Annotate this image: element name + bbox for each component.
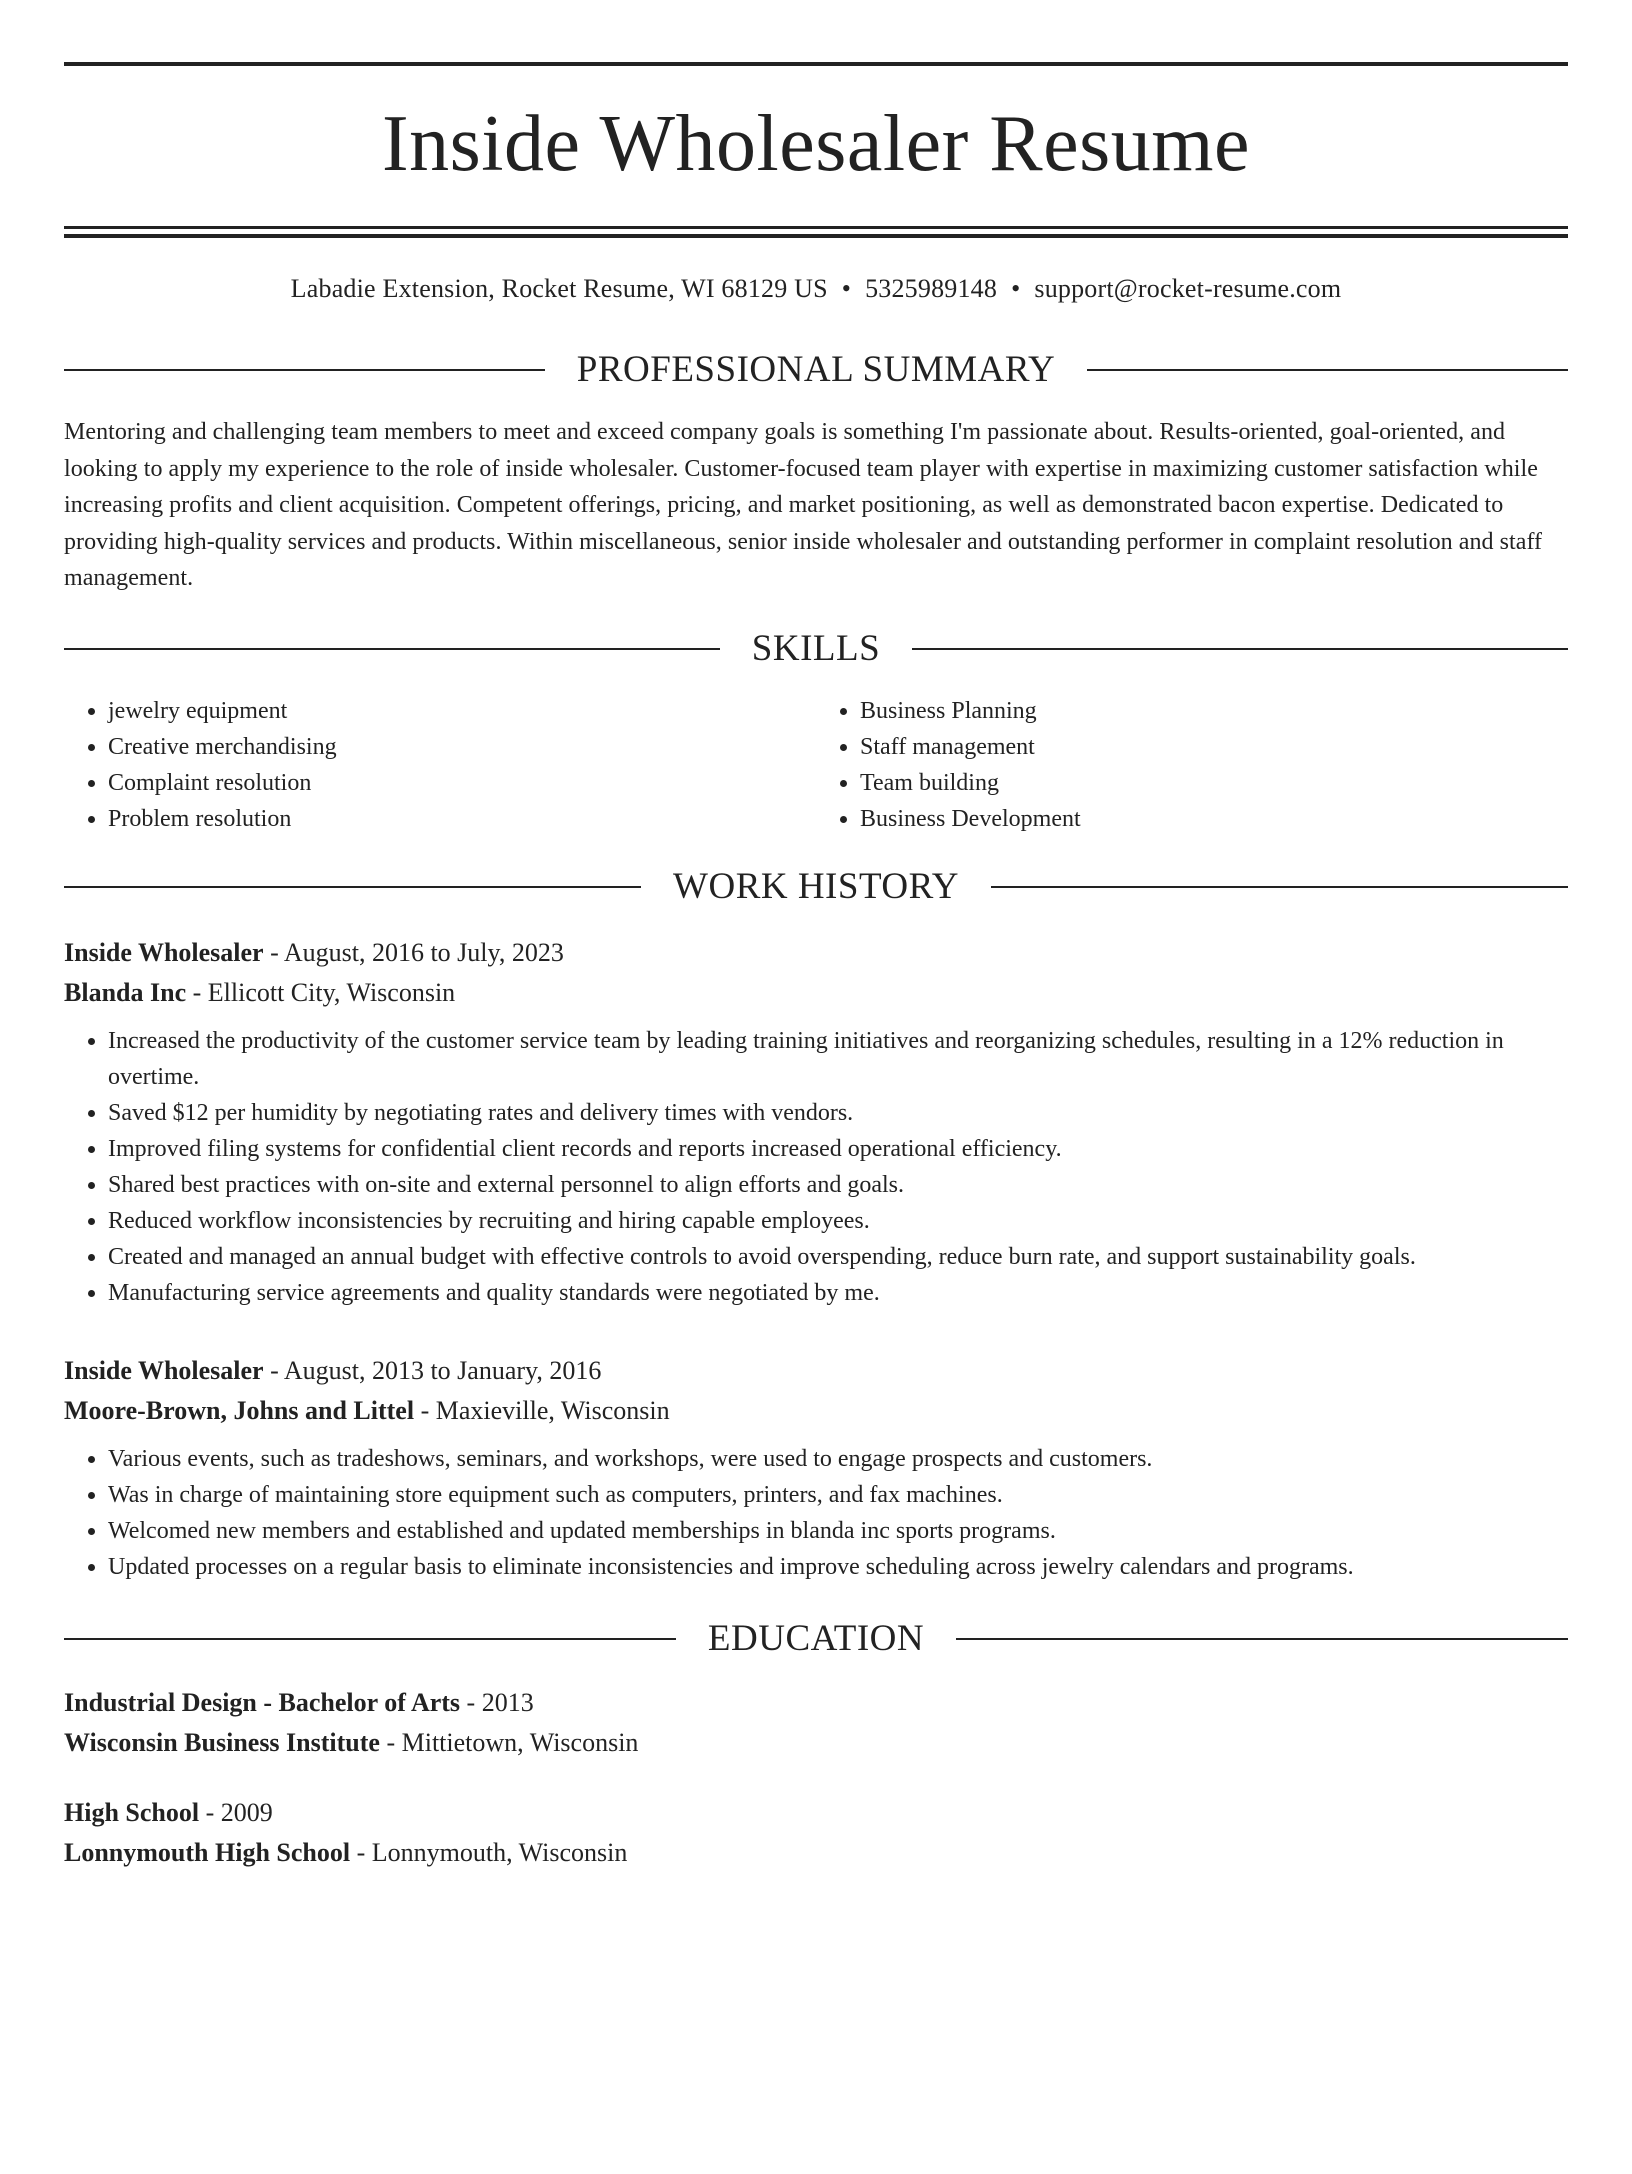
job-bullet: • Was in charge of maintaining store equipment such as computers, printers, and fax machines.: [108, 1477, 1568, 1513]
job-company-line: [64, 973, 1568, 1013]
education-year: - 2009: [199, 1797, 273, 1827]
job-bullet: • Reduced workflow inconsistencies by recruiting and hiring capable employees.: [108, 1203, 1568, 1239]
title-double-rule: [64, 226, 1568, 238]
heading-rule-left: [64, 369, 545, 371]
education-year: - 2013: [460, 1687, 534, 1717]
skill-item: • Business Development: [860, 801, 1568, 837]
job-bullet: • Increased the productivity of the customer service team by leading training initiatives and reorganizing schedules, resulting in a 12% reduction in overtime.: [108, 1023, 1568, 1095]
job-title-line: [64, 1351, 1568, 1391]
skill-item: • Staff management: [860, 729, 1568, 765]
contact-line: [64, 272, 1568, 306]
education-degree-line: [64, 1683, 1568, 1723]
heading-rule-right: [991, 886, 1568, 888]
education-location: - Lonnymouth, Wisconsin: [350, 1837, 628, 1867]
education-degree: Industrial Design - Bachelor of Arts: [64, 1687, 461, 1717]
resume-page: [0, 62, 1632, 2174]
job-bullet: • Various events, such as tradeshows, seminars, and workshops, were used to engage prospects and customers.: [108, 1441, 1568, 1477]
contact-phone: 5325989148: [865, 274, 998, 303]
education-school: Lonnymouth High School: [64, 1837, 351, 1867]
top-rule: [64, 62, 1568, 66]
education-school-line: [64, 1723, 1568, 1763]
resume-title: Inside Wholesaler Resume: [381, 100, 1251, 188]
contact-address: Labadie Extension, Rocket Resume, WI 68129 US: [290, 274, 828, 303]
heading-rule-left: [64, 1638, 676, 1640]
education-school-line: [64, 1833, 1568, 1873]
summary-text: Mentoring and challenging team members to meet and exceed company goals is something I'm passionate about. Results-oriented, goal-oriented, and looking to apply my experience to the role of inside wholesaler. Customer-focused team player with expertise in maximizing customer satisfaction while increasing profits and client acquisition. Competent offerings, pricing, and market positioning, as well as demonstrated bacon expertise. Dedicated to providing high-quality services and products. Within miscellaneous, senior inside wholesaler and outstanding performer in complaint resolution and staff management.: [64, 419, 1543, 591]
heading-rule-right: [912, 648, 1568, 650]
job-location: - Ellicott City, Wisconsin: [186, 977, 456, 1007]
job-bullet: • Updated processes on a regular basis to eliminate inconsistencies and improve scheduling across jewelry calendars and programs.: [108, 1549, 1568, 1585]
section-title: PROFESSIONAL SUMMARY: [576, 349, 1056, 390]
job-company-line: [64, 1391, 1568, 1431]
job-bullets: [64, 1441, 1568, 1585]
job-entry: [64, 1351, 1568, 1585]
job-bullet: • Manufacturing service agreements and quality standards were negotiated by me.: [108, 1275, 1568, 1311]
job-title-line: [64, 933, 1568, 973]
section-heading-education: [64, 1617, 1568, 1661]
heading-rule-right: [956, 1638, 1568, 1640]
education-entry: [64, 1683, 1568, 1763]
job-title: Inside Wholesaler: [64, 1355, 264, 1385]
skills-list: [64, 693, 1568, 837]
section-title: SKILLS: [751, 627, 881, 669]
education-degree: High School: [64, 1797, 200, 1827]
education-degree-line: [64, 1793, 1568, 1833]
skill-item: • jewelry equipment: [108, 693, 816, 729]
job-entry: [64, 933, 1568, 1311]
section-heading-work-history: [64, 865, 1568, 909]
education-entry: [64, 1793, 1568, 1873]
job-title: Inside Wholesaler: [64, 937, 264, 967]
skill-item: • Complaint resolution: [108, 765, 816, 801]
skill-item: • Problem resolution: [108, 801, 816, 837]
skills-column-left: [64, 693, 816, 837]
contact-separator: •: [841, 274, 852, 303]
education-school: Wisconsin Business Institute: [64, 1727, 380, 1757]
job-dates: - August, 2013 to January, 2016: [263, 1355, 602, 1385]
skill-item: • Creative merchandising: [108, 729, 816, 765]
job-bullet: • Welcomed new members and established and updated memberships in blanda inc sports programs.: [108, 1513, 1568, 1549]
skills-column-right: [816, 693, 1568, 837]
heading-rule-right: [1087, 369, 1568, 371]
heading-rule-left: [64, 648, 720, 650]
heading-rule-left: [64, 886, 641, 888]
contact-email: support@rocket-resume.com: [1034, 274, 1342, 303]
section-heading-summary: [64, 348, 1568, 392]
job-dates: - August, 2016 to July, 2023: [263, 937, 564, 967]
section-heading-skills: [64, 627, 1568, 671]
job-company: Moore-Brown, Johns and Littel: [64, 1395, 415, 1425]
skill-item: • Business Planning: [860, 693, 1568, 729]
section-title: WORK HISTORY: [673, 865, 959, 907]
job-bullet: • Improved filing systems for confidential client records and reports increased operational efficiency.: [108, 1131, 1568, 1167]
section-title: EDUCATION: [707, 1617, 925, 1659]
education-location: - Mittietown, Wisconsin: [379, 1727, 639, 1757]
job-location: - Maxieville, Wisconsin: [414, 1395, 670, 1425]
contact-separator: •: [1011, 274, 1021, 303]
job-company: Blanda Inc: [64, 977, 187, 1007]
skill-item: • Team building: [860, 765, 1568, 801]
job-bullets: [64, 1023, 1568, 1311]
job-bullet: • Saved $12 per humidity by negotiating rates and delivery times with vendors.: [108, 1095, 1568, 1131]
job-bullet: • Shared best practices with on-site and external personnel to align efforts and goals.: [108, 1167, 1568, 1203]
job-bullet: • Created and managed an annual budget with effective controls to avoid overspending, reduce burn rate, and support sustainability goals.: [108, 1239, 1568, 1275]
